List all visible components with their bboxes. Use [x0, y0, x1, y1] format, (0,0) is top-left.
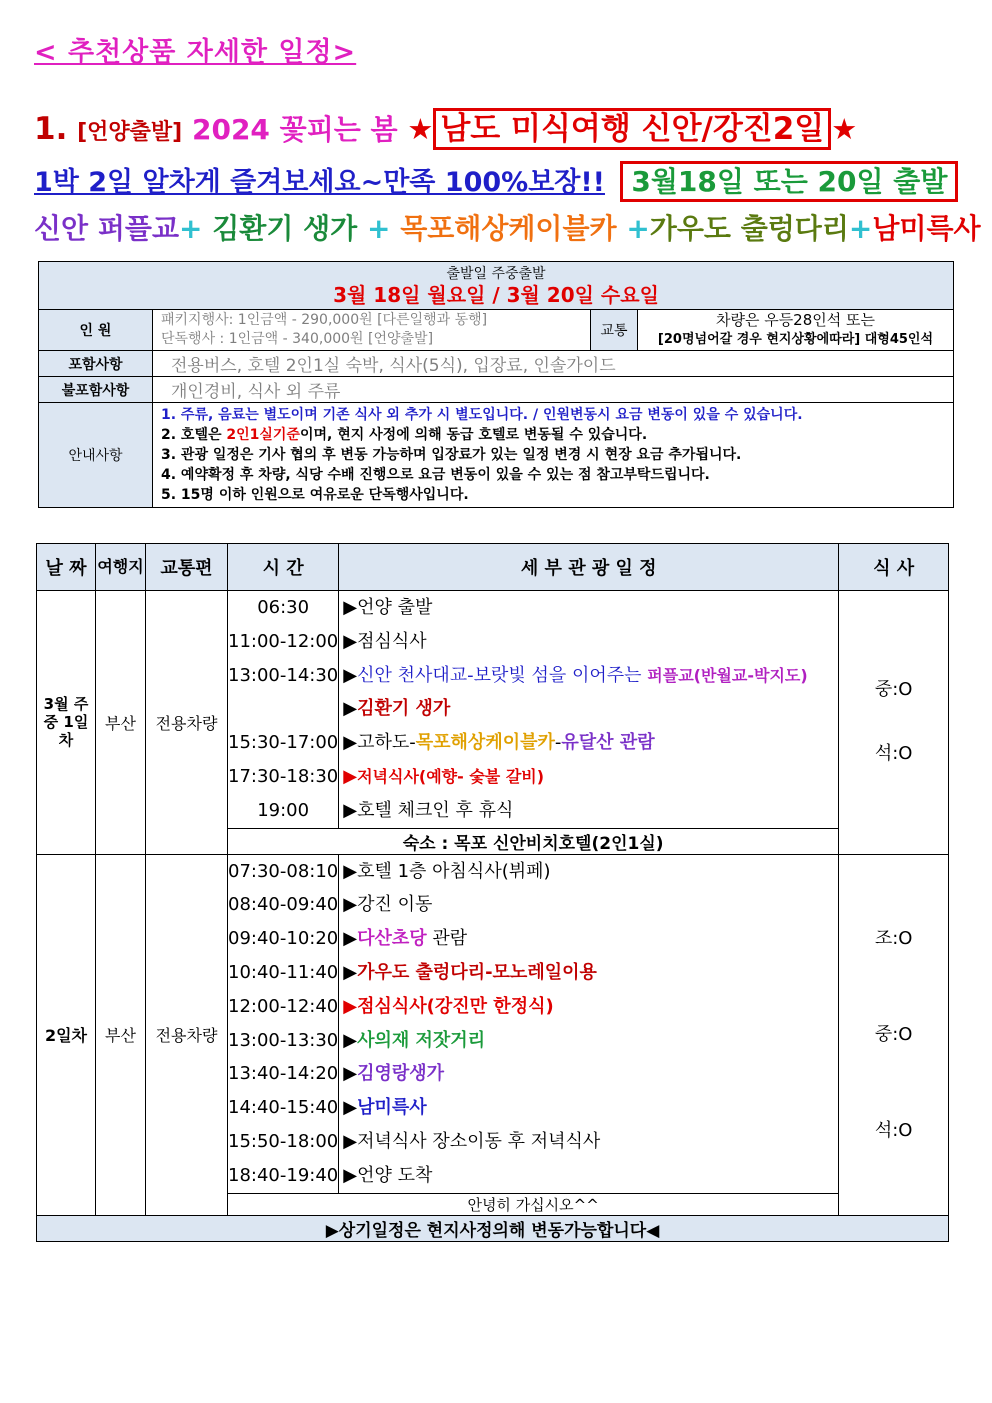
time-slot: 06:30	[257, 597, 310, 618]
itinerary-item	[339, 1091, 838, 1125]
promo-text: 1박 2일 알차게 즐겨보세요~만족 100%보장!!	[34, 167, 605, 198]
schedule-table	[36, 543, 949, 1242]
bullet-icon: ▶	[343, 928, 358, 950]
include-value: 전용버스, 호텔 2인1실 숙박, 식사(5식), 입장료, 인솔가이드	[153, 351, 954, 377]
item-text: 김환기 생가	[357, 698, 451, 720]
header-time: 시 간	[228, 544, 339, 591]
item-text: 점심식사	[357, 630, 427, 652]
bullet-icon: ▶	[343, 765, 358, 787]
day1-transport: 전용차량	[146, 591, 228, 855]
itinerary-item	[339, 726, 838, 760]
itinerary-item	[339, 1057, 838, 1091]
notice-list	[153, 403, 954, 508]
item-text: 점심식사(강진만 한정식)	[357, 995, 554, 1017]
item-text: 언양 도착	[357, 1164, 433, 1186]
time-slot: 19:00	[257, 799, 310, 821]
tour-name-box: 남도 미식여행 신안/강진2일	[433, 108, 831, 150]
private-price: 단독행사 : 1인금액 - 340,000원 [언양출발]	[161, 331, 434, 347]
notice-highlight: 2인1실기준	[226, 427, 300, 443]
departure-dates: 3월 18일 월요일 / 3월 20일 수요일	[333, 282, 659, 307]
title-line-3	[34, 207, 981, 247]
itinerary-item	[339, 591, 838, 625]
meal-lunch: 중:O	[874, 1023, 913, 1045]
item-highlight: 다산초당	[357, 928, 427, 950]
item-text: 관람	[426, 928, 468, 950]
notice-item	[161, 425, 945, 445]
time-slot: 17:30-18:30	[228, 765, 339, 787]
footer-notice: ▶상기일정은 현지사정의해 변동가능합니다◀	[37, 1215, 949, 1241]
item-text: 김영랑생가	[357, 1063, 445, 1085]
highlight-cablecar: 목포해상케이블카	[400, 212, 617, 245]
traffic-label: 교통	[591, 310, 638, 351]
item-text: 언양 출발	[357, 597, 433, 618]
itinerary-item	[339, 956, 838, 990]
exclude-label: 불포함사항	[39, 377, 153, 403]
plus-sign: +	[848, 212, 873, 245]
title-number: 1.	[34, 111, 68, 147]
time-slot: 15:50-18:00	[228, 1130, 339, 1152]
bullet-icon: ▶	[343, 894, 358, 916]
time-slot: 15:30-17:00	[228, 732, 339, 754]
bullet-icon: ▶	[343, 732, 358, 754]
notice-item: 1. 주류, 음료는 별도이며 기존 식사 외 추가 시 별도입니다. / 인원변동시 요금 변동이 있을 수 있습니다.	[161, 407, 803, 423]
header-itinerary: 세 부 관 광 일 정	[339, 544, 839, 591]
item-text: 저녁식사 장소이동 후 저녁식사	[357, 1130, 601, 1152]
time-slot: 07:30-08:10	[228, 860, 339, 882]
closing-message: 안녕히 가십시오^^	[228, 1193, 839, 1215]
item-text: -	[554, 732, 562, 754]
notice-text: 이며, 현지 사정에 의해 동급 호텔로 변동될 수 있습니다.	[299, 427, 648, 443]
plus-sign: +	[366, 212, 391, 245]
item-highlight: 유달산 관람	[561, 732, 655, 754]
star-icon: ★	[831, 112, 858, 146]
item-text: 신안 천사대교-보랏빛 섬을 이어주는	[357, 664, 648, 686]
item-text: 호텔 1층 아침식사(뷔페)	[357, 860, 551, 882]
itinerary-item	[339, 794, 838, 828]
itinerary-item	[339, 692, 838, 726]
meal-lunch: 중:O	[874, 679, 913, 701]
notice-item: 5. 15명 이하 인원으로 여유로운 단독행사입니다.	[161, 487, 469, 503]
bullet-icon: ▶	[343, 1029, 358, 1051]
plus-sign: +	[626, 212, 650, 245]
title-line-1	[34, 103, 857, 148]
itinerary-item	[339, 1125, 838, 1159]
item-text: 저녁식사(예향- 숯불 갈비)	[357, 766, 545, 786]
departure-cell	[39, 262, 954, 310]
bullet-icon: ▶	[343, 597, 358, 618]
item-text: 가우도 출렁다리-모노레일이용	[357, 961, 597, 983]
time-slot: 08:40-09:40	[228, 894, 339, 916]
item-text: 호텔 체크인 후 휴식	[357, 799, 514, 821]
item-text: 남미륵사	[357, 1097, 427, 1119]
people-label: 인 원	[39, 310, 153, 351]
day1-place: 부산	[96, 591, 146, 855]
vehicle-line-1: 차량은 우등28인석 또는	[715, 311, 876, 329]
item-text: 고하도-	[357, 732, 416, 754]
item-text: 강진 이동	[357, 894, 433, 916]
itinerary-item	[339, 888, 838, 922]
star-icon: ★	[407, 112, 434, 146]
itinerary-item	[339, 855, 838, 889]
highlight-gaudo: 가우도 출렁다리	[649, 212, 849, 245]
header-destination: 여행지	[96, 544, 146, 591]
info-table	[38, 261, 954, 508]
vehicle-cell	[638, 310, 954, 351]
vehicle-line-2: [20명넘어갈 경우 현지상황에따라] 대형45인석	[657, 332, 934, 347]
day2-meals	[839, 854, 949, 1215]
time-slot: 12:00-12:40	[228, 995, 339, 1017]
bullet-icon: ▶	[343, 860, 358, 882]
itinerary-item	[339, 990, 838, 1024]
time-slot: 13:00-13:30	[228, 1029, 339, 1051]
notice-label: 안내사항	[39, 403, 153, 508]
item-highlight: 목포해상케이블카	[415, 732, 555, 754]
meal-dinner: 석:O	[874, 743, 913, 765]
bullet-icon: ▶	[343, 1164, 358, 1186]
time-slot: 09:40-10:20	[228, 928, 339, 950]
meal-breakfast: 조:O	[874, 927, 913, 949]
plus-sign: +	[179, 212, 203, 245]
departure-date-box: 3월18일 또는 20일 출발	[620, 161, 958, 202]
meal-dinner: 석:O	[874, 1119, 913, 1141]
header-date: 날 짜	[37, 544, 96, 591]
include-label: 포함사항	[39, 351, 153, 377]
time-slot	[228, 692, 338, 726]
time-slot: 13:40-14:20	[228, 1063, 339, 1085]
highlight-nammireuksa: 남미륵사	[872, 212, 981, 245]
lodging: 숙소 : 목포 신안비치호텔(2인1실)	[228, 828, 839, 854]
day1-times	[228, 591, 339, 829]
header-title: < 추천상품 자세한 일정>	[34, 37, 357, 68]
day2-date: 2일차	[37, 854, 96, 1215]
itinerary-item	[339, 760, 838, 794]
highlight-kimwhanki: 김환기 생가	[212, 212, 358, 245]
day2-place: 부산	[96, 854, 146, 1215]
notice-item: 4. 예약확정 후 차량, 식당 수배 진행으로 요금 변동이 있을 수 있는 점 참고부탁드립니다.	[161, 467, 710, 483]
itinerary-item	[339, 659, 838, 693]
day1-date: 3월 주중 1일차	[37, 591, 96, 855]
itinerary-item	[339, 922, 838, 956]
itinerary-item	[339, 1024, 838, 1058]
bullet-icon: ▶	[343, 1097, 358, 1119]
day2-times	[228, 854, 339, 1193]
day1-items	[339, 591, 839, 829]
title-text: 2024 꽃피는 봄	[191, 113, 398, 146]
bullet-icon: ▶	[343, 698, 358, 720]
day2-items	[339, 854, 839, 1193]
bullet-icon: ▶	[343, 799, 358, 821]
time-slot: 11:00-12:00	[228, 630, 339, 652]
departure-label: 출발일 주중출발	[446, 265, 546, 282]
time-slot: 14:40-15:40	[228, 1097, 339, 1119]
header-transport: 교통편	[146, 544, 228, 591]
day2-transport: 전용차량	[146, 854, 228, 1215]
time-slot: 13:00-14:30	[228, 664, 339, 686]
highlight-purple-bridge: 신안 퍼플교	[34, 212, 179, 245]
item-text: 사의재 저잣거리	[357, 1029, 486, 1051]
notice-text: 2. 호텔은	[161, 427, 227, 443]
time-slot: 18:40-19:40	[228, 1164, 339, 1186]
bullet-icon: ▶	[343, 1063, 358, 1085]
bullet-icon: ▶	[343, 664, 358, 686]
bullet-icon: ▶	[343, 1130, 358, 1152]
bullet-icon: ▶	[343, 995, 358, 1017]
bullet-icon: ▶	[343, 630, 358, 652]
bullet-icon: ▶	[343, 961, 358, 983]
day1-meals	[839, 591, 949, 855]
notice-item: 3. 관광 일정은 기사 협의 후 변동 가능하며 입장료가 있는 일정 변경 시 현장 요금 추가됩니다.	[161, 447, 742, 463]
title-line-2	[34, 160, 958, 200]
departure-tag: [언양출발]	[77, 120, 183, 145]
exclude-value: 개인경비, 식사 외 주류	[153, 377, 954, 403]
itinerary-item	[339, 1159, 838, 1193]
itinerary-item	[339, 625, 838, 659]
item-highlight: 퍼플교(반월교-박지도)	[647, 665, 808, 685]
header-meals: 식 사	[839, 544, 949, 591]
time-slot: 10:40-11:40	[228, 961, 339, 983]
price-cell	[153, 310, 591, 351]
package-price: 패키지행사: 1인금액 - 290,000원 [다른일행과 동행]	[161, 312, 488, 328]
